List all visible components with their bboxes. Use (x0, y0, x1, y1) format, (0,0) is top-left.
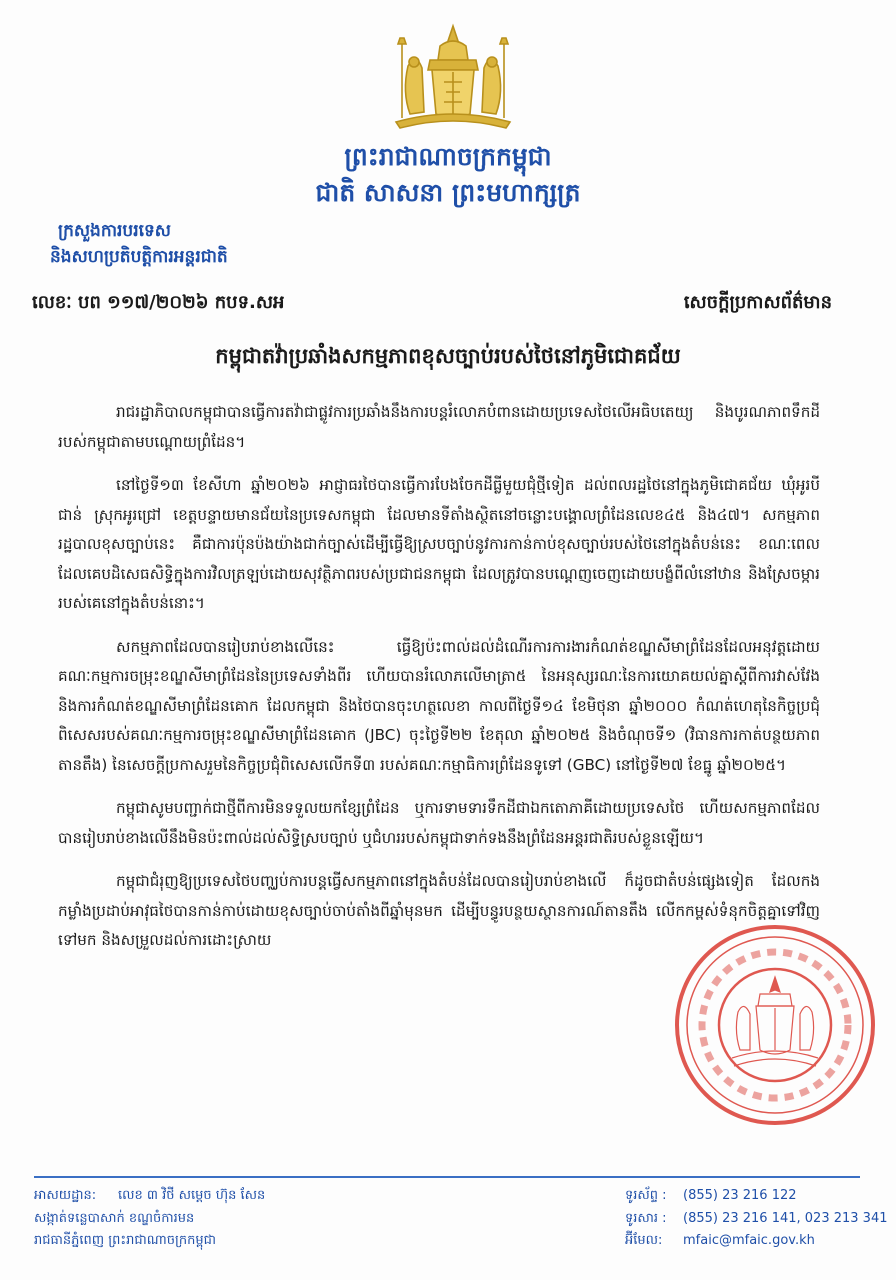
ministry-name-line1: ក្រសួងការបរទេស (58, 221, 171, 241)
email-address[interactable]: mfaic@mfaic.gov.kh (683, 1233, 815, 1248)
reference-number: លេខៈ បព ១១៧/២០២៦ កបទ.សអ (32, 292, 285, 313)
document-type: សេចក្តីប្រកាសព័ត៌មាន (683, 292, 832, 313)
footer-address-line2: សង្កាត់ទន្លេបាសាក់ ខណ្ឌចំការមន (34, 1211, 195, 1226)
press-release-title: កម្ពុជាតវ៉ាប្រឆាំងសកម្មភាពខុសច្បាប់របស់ថៃនៅភូមិជោគជ័យ (215, 344, 681, 368)
address-street: លេខ ៣ វិថី សម្តេច ហ៊ុន សែន (118, 1188, 266, 1203)
ministry-name-line2: និងសហប្រតិបត្តិការអន្តរជាតិ (50, 247, 228, 267)
royal-coat-of-arms-emblem (388, 22, 518, 132)
national-motto: ជាតិ សាសនា ព្រះមហាក្សត្រ (315, 178, 581, 207)
body-paragraph: កម្ពុជាសូមបញ្ជាក់ជាថ្មីពីការមិនទទួលយកខ្សែព្រំដែន ឬការទាមទារទឹកដីជាឯកតោភាគីដោយប្រទេសថៃ ហើយសកម្មភាពដែលបានរៀបរាប់ខាងលើនឹងមិនប៉ះពាល់ដល់សិទ្ធិស្របច្បាប់ ឬជំហររបស់កម្ពុជាទាក់ទងនឹងព្រំដែនអន្តរជាតិរបស់ខ្លួនឡើយ។ (58, 799, 820, 847)
body-paragraph: កម្ពុជាជំរុញឱ្យប្រទេសថៃបញ្ឈប់ការបន្តធ្វើសកម្មភាពនៅក្នុងតំបន់ដែលបានរៀបរាប់ខាងលើ ក៏ដូចជាតំបន់ផ្សេងទៀត ដែលកងកម្លាំងប្រដាប់អាវុធថៃបានកាន់កាប់ដោយខុសច្បាប់ចាប់តាំងពីឆ្នាំមុនមក ដើម្បីបន្ធូរបន្ថយស្ថានការណ៍តានតឹង លើកកម្ពស់ទំនុកចិត្តគ្នាទៅវិញទៅមក និងសម្រួលដល់ការដោះស្រាយ (58, 872, 820, 949)
phone-label: ទូរស័ព្ទ : (625, 1188, 667, 1203)
footer-fax (625, 1210, 888, 1229)
body-paragraph: រាជរដ្ឋាភិបាលកម្ពុជាបានធ្វើការតវ៉ាជាផ្លូវការប្រឆាំងនឹងការបន្តរំលោភបំពានដោយប្រទេសថៃលើអធិបតេយ្យ និងបូរណភាពទឹកដីរបស់កម្ពុជាតាមបណ្តោយព្រំដែន។ (58, 403, 820, 451)
footer-email (625, 1232, 815, 1251)
ministry-official-seal (672, 922, 878, 1128)
body-paragraph: នៅថ្ងៃទី១៣ ខែសីហា ឆ្នាំ២០២៦ អាជ្ញាធរថៃបានធ្វើការបែងចែកដីធ្លីមួយជុំថ្មីទៀត ដល់ពលរដ្ឋថៃនៅក្នុងភូមិជោគជ័យ ឃុំអូរបីជាន់ ស្រុកអូរជ្រៅ ខេត្តបន្ទាយមានជ័យនៃប្រទេសកម្ពុជា ដែលមានទីតាំងស្ថិតនៅចន្លោះបង្គោលព្រំដែនលេខ៤៥ និង៤៧។ សកម្មភាពរដ្ឋបាលខុសច្បាប់នេះ គឺជាការប៉ុនប៉ងយ៉ាងជាក់ច្បាស់ដើម្បីធ្វើឱ្យស្របច្បាប់នូវការកាន់កាប់ខុសច្បាប់របស់ថៃនៅក្នុងតំបន់នេះ ខណៈពេលដែលគេបដិសេធសិទ្ធិក្នុងការវិលត្រឡប់ដោយសុវត្ថិភាពរបស់ប្រជាជនកម្ពុជា ដែលត្រូវបានបណ្តេញចេញដោយបង្ខំពីលំនៅឋាន និងស្រែចម្ការរបស់គេនៅក្នុងតំបន់នោះ។ (58, 476, 820, 612)
footer-divider (34, 1176, 860, 1178)
email-label: អ៊ីមែល: (625, 1233, 663, 1248)
press-release-body (58, 398, 820, 970)
kingdom-name: ព្រះរាជាណាចក្រកម្ពុជា (344, 142, 552, 171)
fax-number: (855) 23 216 141, 023 213 341 (683, 1211, 888, 1226)
footer-address-line3: រាជធានីភ្នំពេញ ព្រះរាជាណាចក្រកម្ពុជា (34, 1233, 216, 1248)
phone-number: (855) 23 216 122 (683, 1188, 797, 1203)
body-paragraph: សកម្មភាពដែលបានរៀបរាប់ខាងលើនេះ ធ្វើឱ្យប៉ះពាល់ដល់ដំណើរការការងារកំណត់ខណ្ឌសីមាព្រំដែនដែលអនុវត្តដោយគណៈកម្មការចម្រុះខណ្ឌសីមាព្រំដែននៃប្រទេសទាំងពីរ ហើយបានរំលោភលើមាត្រា៥ នៃអនុស្សរណៈនៃការយោគយល់គ្នាស្តីពីការវាស់វែង និងការកំណត់ខណ្ឌសីមាព្រំដែនគោក ដែលកម្ពុជា និងថៃបានចុះហត្ថលេខា កាលពីថ្ងៃទី១៤ ខែមិថុនា ឆ្នាំ២០០០ កំណត់ហេតុនៃកិច្ចប្រជុំពិសេសរបស់គណៈកម្មការចម្រុះខណ្ឌសីមាព្រំដែនគោក (JBC) ចុះថ្ងៃទី២២ ខែតុលា ឆ្នាំ២០២៥ និងចំណុចទី១ (វិធានការកាត់បន្ថយភាពតានតឹង) នៃសេចក្តីប្រកាសរួមនៃកិច្ចប្រជុំពិសេសលើកទី៣ របស់គណៈកម្មាធិការព្រំដែនទូទៅ (GBC) នៅថ្ងៃទី២៧ ខែធ្នូ ឆ្នាំ២០២៥។ (58, 637, 820, 774)
footer-phone (625, 1187, 797, 1206)
fax-label: ទូរសារ : (625, 1211, 667, 1226)
footer-address-line1 (34, 1187, 265, 1206)
address-label: អាសយដ្ឋាន: (34, 1188, 97, 1203)
